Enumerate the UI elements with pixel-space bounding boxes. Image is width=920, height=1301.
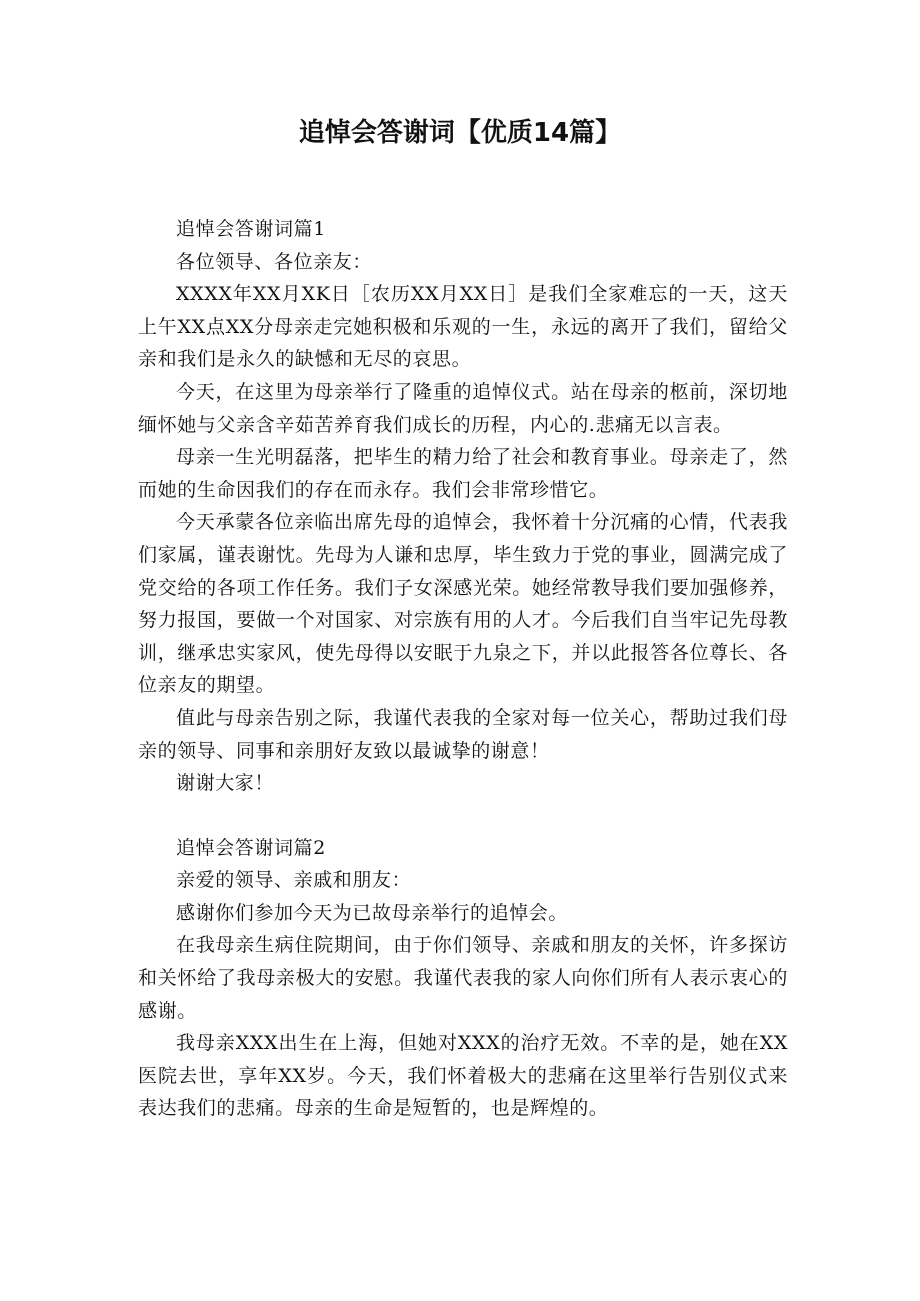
closing: 谢谢大家！ [176,772,275,795]
paragraph: 值此与母亲告别之际，我谨代表我的全家对每一位关心，帮助过我们母亲的领导、同事和亲朋好友致以最诚挚的谢意！ [138,706,788,762]
section-heading: 追悼会答谢词篇2 [176,836,326,859]
section-1 [138,213,788,800]
salutation: 亲爱的领导、亲戚和朋友： [176,869,412,892]
section-2 [138,832,788,1125]
document-title: 追悼会答谢词【优质14篇】 [298,118,622,148]
paragraph: 感谢你们参加今天为已故母亲举行的追悼会。 [176,901,569,924]
paragraph: 母亲一生光明磊落，把毕生的精力给了社会和教育事业。母亲走了，然而她的生命因我们的存在而永存。我们会非常珍惜它。 [138,446,788,501]
salutation: 各位领导、各位亲友： [176,250,373,273]
document-body [138,213,788,1125]
paragraph: XXXX年XX月XK日［农历XX月XX日］是我们全家难忘的一天，这天上午XX点XX分母亲走完她积极和乐观的一生，永远的离开了我们，留给父亲和我们是永久的缺憾和无尽的哀思。 [138,283,788,371]
paragraph: 今天承蒙各位亲临出席先母的追悼会，我怀着十分沉痛的心情，代表我们家属，谨表谢忱。先母为人谦和忠厚，毕生致力于党的事业，圆满完成了党交给的各项工作任务。我们子女深感光荣。她经常教导我们要加强修养，努力报国，要做一个对国家、对宗族有用的人才。今后我们自当牢记先母教训，继承忠实家风，使先母得以安眠于九泉之下，并以此报答各位尊长、各位亲友的期望。 [138,511,788,697]
paragraph: 在我母亲生病住院期间，由于你们领导、亲戚和朋友的关怀，许多探访和关怀给了我母亲极大的安慰。我谨代表我的家人向你们所有人表示衷心的感谢。 [138,934,788,1022]
paragraph: 我母亲XXX出生在上海，但她对XXX的治疗无效。不幸的是，她在XX医院去世，享年XX岁。今天，我们怀着极大的悲痛在这里举行告别仪式来表达我们的悲痛。母亲的生命是短暂的，也是辉煌的。 [138,1032,788,1120]
section-heading: 追悼会答谢词篇1 [176,218,326,240]
paragraph: 今天，在这里为母亲举行了隆重的追悼仪式。站在母亲的柩前，深切地缅怀她与父亲含辛茹苦养育我们成长的历程，内心的.悲痛无以言表。 [138,380,788,436]
